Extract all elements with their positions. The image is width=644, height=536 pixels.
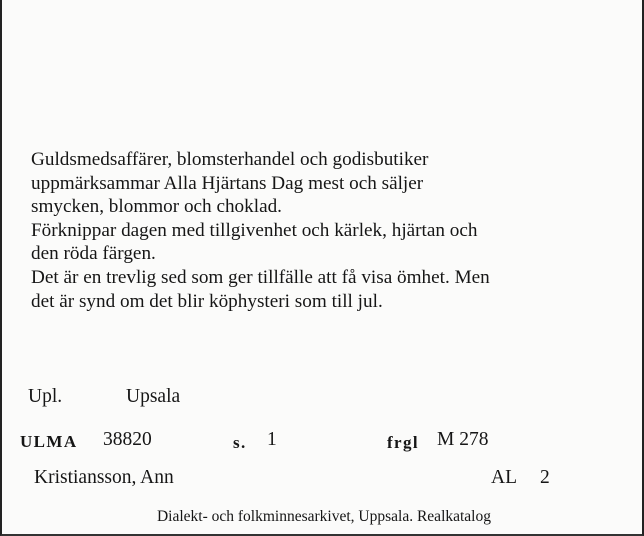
archive-footer: Dialekt- och folkminnesarkivet, Uppsala. Realkatalog bbox=[156, 508, 491, 525]
show-through-background bbox=[42, 0, 642, 62]
body-line: det är synd om det blir köphysteri som till jul. bbox=[31, 290, 383, 312]
body-line: Guldsmedsaffärer, blomsterhandel och godisbutiker bbox=[31, 149, 429, 170]
catalog-number: 2 bbox=[540, 467, 550, 488]
body-line: uppmärksammar Alla Hjärtans Dag mest och säljer bbox=[31, 172, 424, 194]
place-label: Upsala bbox=[126, 386, 181, 407]
body-line: Förknippar dagen med tillgivenhet och kärlek, hjärtan och bbox=[31, 219, 478, 241]
card-body-text bbox=[31, 148, 621, 313]
archive-label: ULMA bbox=[20, 432, 78, 451]
page-number: 1 bbox=[267, 429, 277, 450]
body-line: smycken, blommor och choklad. bbox=[31, 196, 282, 218]
province-label: Upl. bbox=[28, 386, 63, 407]
archive-number: 38820 bbox=[103, 429, 152, 450]
body-line: den röda färgen. bbox=[31, 243, 156, 265]
question-label: frgl bbox=[387, 433, 420, 452]
page-label: s. bbox=[233, 433, 247, 452]
informant-name: Kristiansson, Ann bbox=[34, 467, 174, 488]
body-line: Det är en trevlig sed som ger tillfälle att få visa ömhet. Men bbox=[31, 266, 490, 288]
catalog-code: AL bbox=[491, 467, 517, 488]
question-number: M 278 bbox=[437, 429, 489, 450]
